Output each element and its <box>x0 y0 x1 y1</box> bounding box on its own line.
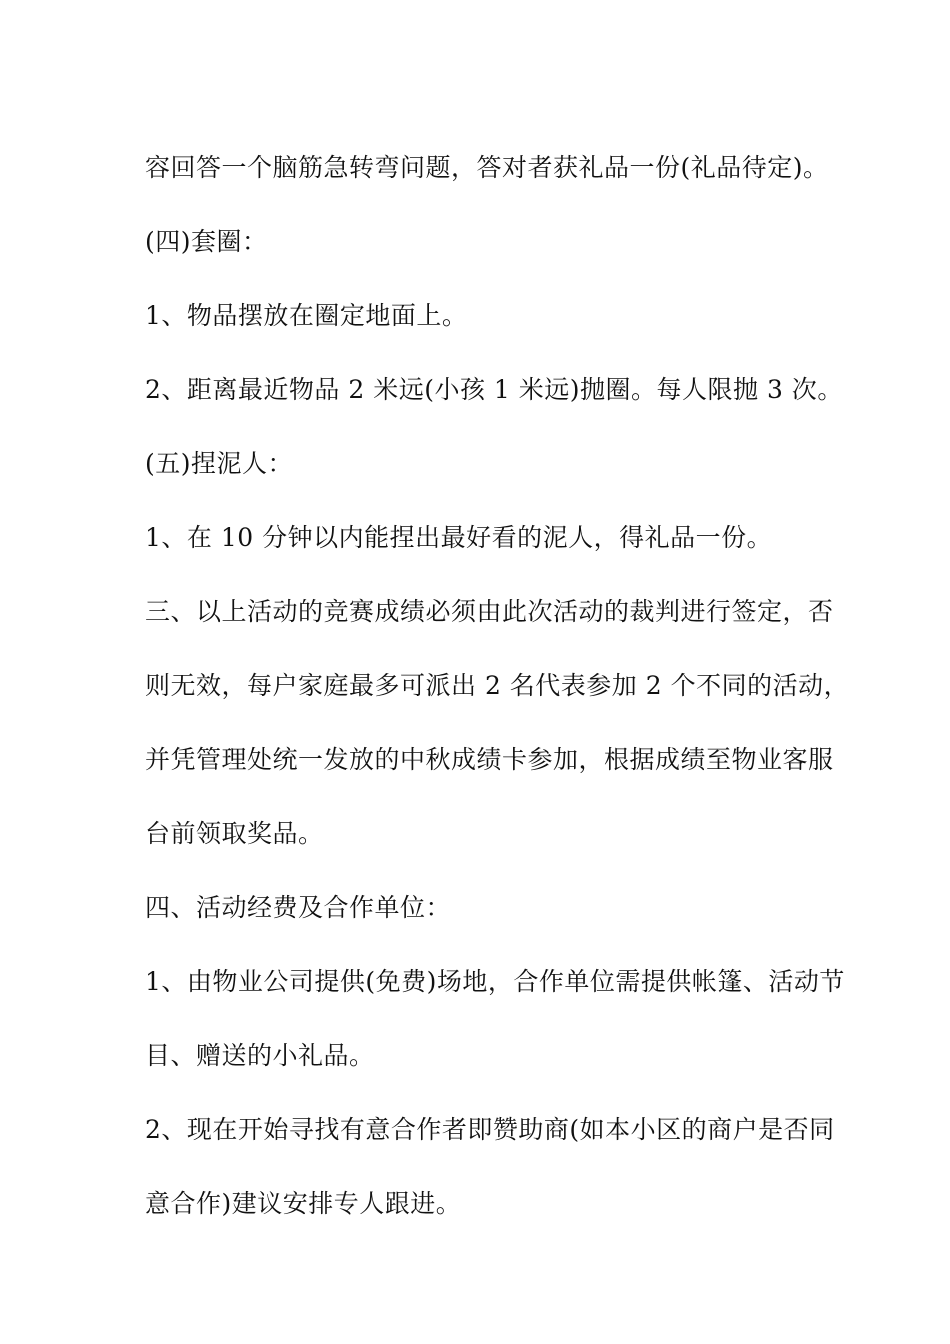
document-body <box>145 131 850 1241</box>
text-line: 2、距离最近物品 2 米远(小孩 1 米远)抛圈。每人限抛 3 次。 <box>145 375 843 404</box>
text-line: 三、以上活动的竞赛成绩必须由此次活动的裁判进行签定，否 <box>145 597 834 626</box>
text-line: 意合作)建议安排专人跟进。 <box>145 1189 462 1218</box>
text-line: 目、赠送的小礼品。 <box>145 1041 375 1070</box>
text-line: 1、物品摆放在圈定地面上。 <box>145 301 468 330</box>
text-line: 1、由物业公司提供(免费)场地，合作单位需提供帐篷、活动节 <box>145 967 845 996</box>
text-line: 1、在 10 分钟以内能捏出最好看的泥人，得礼品一份。 <box>145 523 773 552</box>
text-line: 容回答一个脑筋急转弯问题，答对者获礼品一份(礼品待定)。 <box>145 153 829 182</box>
text-line: 并凭管理处统一发放的中秋成绩卡参加，根据成绩至物业客服 <box>145 745 834 774</box>
text-line: 2、现在开始寻找有意合作者即赞助商(如本小区的商户是否同 <box>145 1115 835 1144</box>
text-line: 台前领取奖品。 <box>145 819 324 848</box>
section-heading-funding: 四、活动经费及合作单位： <box>145 893 452 922</box>
section-heading-ring-toss: (四)套圈： <box>145 227 268 256</box>
text-line: 则无效，每户家庭最多可派出 2 名代表参加 2 个不同的活动， <box>145 671 850 700</box>
section-heading-clay-figure: (五)捏泥人： <box>145 449 294 478</box>
